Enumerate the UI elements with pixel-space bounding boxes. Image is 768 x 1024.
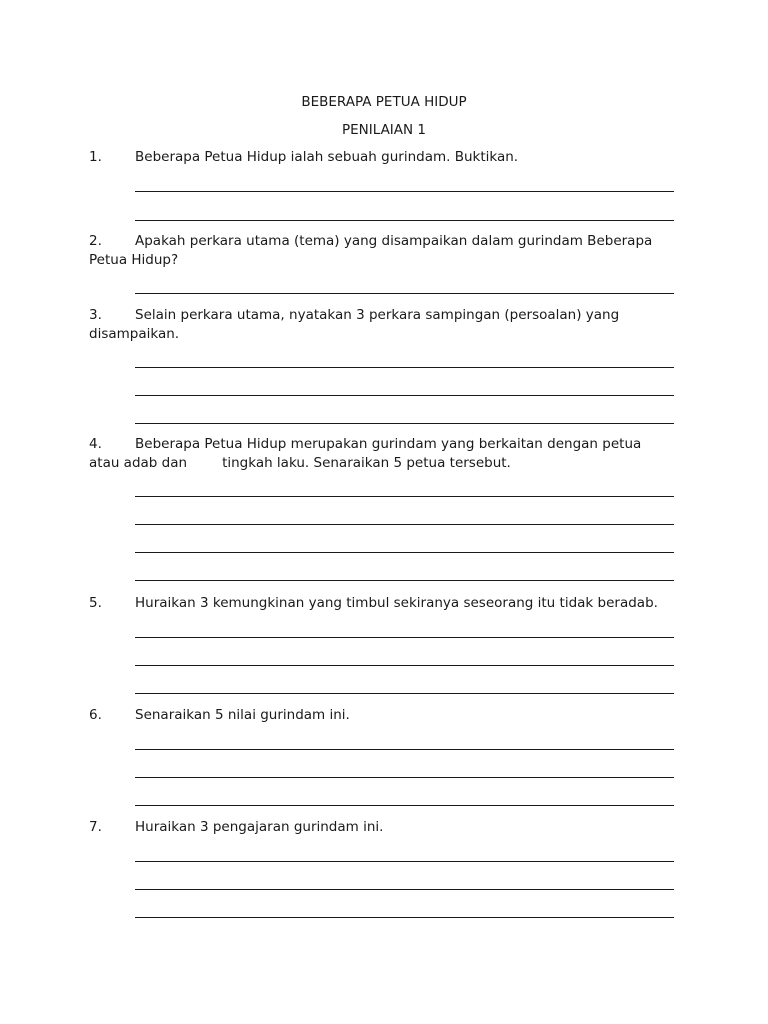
answer-line[interactable] [135, 861, 674, 862]
answer-line[interactable] [135, 777, 674, 778]
question-text: Beberapa Petua Hidup merupakan gurindam yang berkaitan dengan petua atau adab dan [89, 436, 642, 471]
question-number: 5. [89, 595, 102, 611]
question-4 [89, 435, 674, 473]
question-number: 7. [89, 819, 102, 835]
question-7 [89, 818, 674, 837]
worksheet-title: BEBERAPA PETUA HIDUP [301, 94, 467, 110]
answer-line[interactable] [135, 423, 674, 424]
question-3 [89, 306, 674, 344]
answer-line[interactable] [135, 749, 674, 750]
answer-line[interactable] [135, 917, 674, 918]
question-text: Senaraikan 5 nilai gurindam ini. [135, 707, 350, 723]
question-text: Selain perkara utama, nyatakan 3 perkara sampingan (persoalan) yang disampaikan. [89, 307, 620, 342]
answer-line[interactable] [135, 580, 674, 581]
question-text: Beberapa Petua Hidup ialah sebuah gurindam. Buktikan. [135, 149, 519, 165]
question-5 [89, 594, 674, 613]
question-text-continued: tingkah laku. Senaraikan 5 petua tersebut. [222, 455, 511, 471]
answer-line[interactable] [135, 395, 674, 396]
question-number: 6. [89, 707, 102, 723]
question-number: 2. [89, 233, 102, 249]
worksheet-subtitle: PENILAIAN 1 [341, 122, 426, 138]
question-text: Apakah perkara utama (tema) yang disampaikan dalam gurindam Beberapa Petua Hidup? [89, 233, 653, 268]
question-number: 3. [89, 307, 102, 323]
question-number: 1. [89, 149, 102, 165]
answer-line[interactable] [135, 191, 674, 192]
question-number: 4. [89, 436, 102, 452]
answer-line[interactable] [135, 293, 674, 294]
answer-line[interactable] [135, 665, 674, 666]
question-6 [89, 706, 674, 725]
question-text: Huraikan 3 kemungkinan yang timbul sekiranya seseorang itu tidak beradab. [135, 595, 658, 611]
answer-line[interactable] [135, 524, 674, 525]
question-1 [89, 148, 674, 167]
answer-line[interactable] [135, 552, 674, 553]
answer-line[interactable] [135, 805, 674, 806]
answer-line[interactable] [135, 367, 674, 368]
answer-line[interactable] [135, 693, 674, 694]
answer-line[interactable] [135, 637, 674, 638]
question-text: Huraikan 3 pengajaran gurindam ini. [135, 819, 384, 835]
answer-line[interactable] [135, 220, 674, 221]
answer-line[interactable] [135, 889, 674, 890]
answer-line[interactable] [135, 496, 674, 497]
question-2 [89, 232, 674, 270]
